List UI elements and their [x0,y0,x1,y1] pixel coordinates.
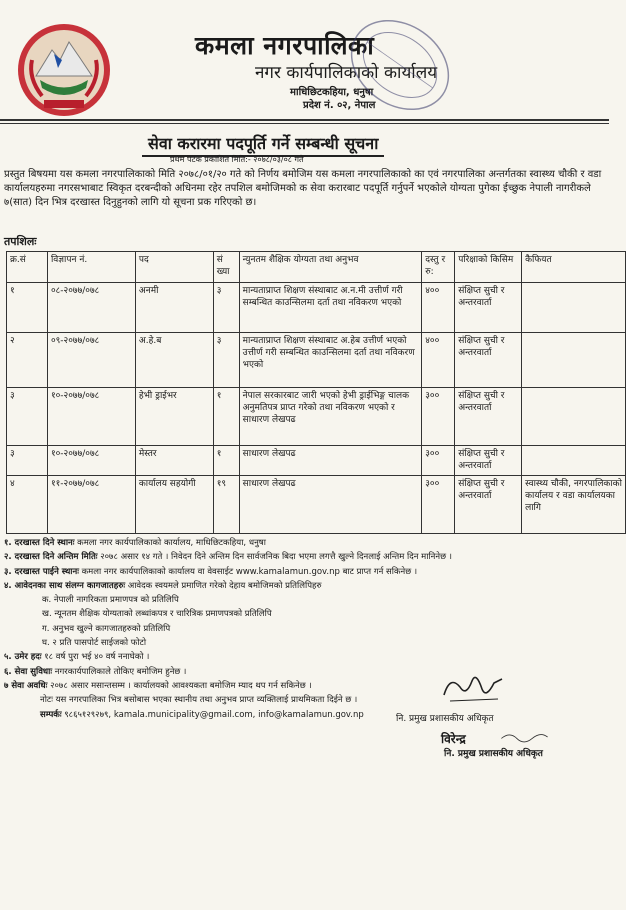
table-header-row [7,252,626,283]
cell-qualification: साधारण लेखपढ [239,446,422,476]
cell-exam-type: संक्षिप्त सुची र अन्तरवार्ता [455,388,522,446]
term-item: ७ सेवा अवधिः २०७८ असार मसान्तसम्म । कार्यालयको आवश्यकता बमोजिम म्याद थप गर्न सकिनेछ । [4,680,312,691]
cell-serial: २ [7,333,48,388]
cell-qualification: मान्यताप्राप्त शिक्षण संस्थाबाट अ.न.मी उत्तीर्ण गरी सम्बन्धित काउन्सिलमा दर्ता तथा नविकरण भएको [239,283,422,333]
cell-remarks [522,446,626,476]
contact-line: सम्पर्कः ९८६५१२९२७९, kamala.municipality@gmail.com, info@kamalamun.gov.np [40,709,364,720]
document-item: ख. न्यूनतम शैक्षिक योग्यताको लब्धांकपत्र र चारित्रिक प्रमाणपत्रको प्रतिलिपि [42,609,272,620]
cell-count: १९ [213,476,239,534]
col-count: सं ख्या [213,252,239,283]
term-item: २. दरखास्त दिने अन्तिम मितिः २०७८ असार १४ गते । निवेदन दिने अन्तिम दिन सार्वजनिक बिदा भएमा लगत्तै खुल्ने दिनलाई अन्तिम दिन मानिनेछ । [4,552,452,563]
office-address: माधिछिटकहिया, धनुषा [290,87,374,98]
cell-ad-number: १०-२०७७/०७८ [47,446,135,476]
document-item: घ. २ प्रति पासपोर्ट साईजको फोटो [42,638,147,649]
cell-remarks [522,283,626,333]
table-row [7,476,626,534]
cell-count: ३ [213,283,239,333]
cell-exam-type: संक्षिप्त सुची र अन्तरवार्ता [455,283,522,333]
cell-serial: १ [7,283,48,333]
table-row [7,446,626,476]
col-remarks: कैफियत [522,252,626,283]
cell-ad-number: ११-२०७७/०७८ [47,476,135,534]
cell-count: १ [213,446,239,476]
signature-scribble [500,727,570,747]
cell-post: अनमी [135,283,213,333]
office-name: नगर कार्यपालिकाको कार्यालय [255,63,438,83]
cell-fee: ४०० [422,283,455,333]
office-province: प्रदेश नं. ०२, नेपाल [303,100,376,111]
cell-post: मेस्तर [135,446,213,476]
cell-fee: ३०० [422,476,455,534]
cell-ad-number: ०९-२०७७/०७८ [47,333,135,388]
col-ad-number: विज्ञापन नं. [47,252,135,283]
table-row [7,388,626,446]
document-item: क. नेपाली नागरिकता प्रमाणपत्र को प्रतिलिपि [42,595,179,606]
cell-post: हेभी ड्राईभर [135,388,213,446]
cell-remarks [522,388,626,446]
col-post: पद [135,252,213,283]
term-item: ४. आवेदनका साथ संलग्न कागजातहरुः आवेदक स्वयमले प्रमाणित गरेको देहाय बमोजिमको प्रतिलिपिहरु [4,580,322,591]
details-heading: तपशिलः [4,235,37,248]
cell-serial: ३ [7,388,48,446]
cell-qualification: मान्यताप्राप्त शिक्षण संस्थाबाट अ.हेब उत्तीर्ण भएको उत्तीर्ण गरी सम्बन्धित काउन्सिलमा दर्ता तथा नविकरण भएको [239,333,422,388]
office-seal [340,5,460,125]
cell-post: कार्यालय सहयोगी [135,476,213,534]
cell-ad-number: १०-२०७७/०७८ [47,388,135,446]
cell-exam-type: संक्षिप्त सुची र अन्तरवार्ता [455,446,522,476]
term-item: ६. सेवा सुविधाः नगरकार्यपालिकाले तोकिए बमोजिम हुनेछ । [4,666,187,677]
header-divider-thin [0,123,609,124]
cell-remarks: स्वास्थ्य चौकी, नगरपालिकाको कार्यालय र वडा कार्यालयका लागि [522,476,626,534]
nepal-emblem-icon [14,20,114,120]
table-row [7,333,626,388]
cell-exam-type: संक्षिप्त सुची र अन्तरवार्ता [455,476,522,534]
vacancy-table [6,251,626,534]
cell-serial: ३ [7,446,48,476]
officer-name: विरेन्द्र [441,732,466,746]
org-name: कमला नगरपालिका [195,31,375,60]
cell-qualification: साधारण लेखपढ [239,476,422,534]
cell-fee: ३०० [422,388,455,446]
cell-count: १ [213,388,239,446]
signature [440,665,510,710]
term-item: ३. दरखास्त पाईने स्थानः कमला नगर कार्यपालिकाको कार्यालय वा वेवसाईट www.kamalamun.gov.np बाट प्राप्त गर्न सकिनेछ । [4,566,418,577]
table-row [7,283,626,333]
col-qualification: न्युनतम शैक्षिक योग्यता तथा अनुभव [239,252,422,283]
col-serial: क्र.सं [7,252,48,283]
cell-ad-number: ०८-२०७७/०७८ [47,283,135,333]
col-exam-type: परिक्षाको किसिम [455,252,522,283]
cell-qualification: नेपाल सरकारबाट जारी भएको हेभी ड्राईभिङ्ग चालक अनुमतिपत्र प्राप्त गरेको तथा नविकरण भएको र साधारण लेखपढ [239,388,422,446]
header-divider [0,119,609,121]
cell-remarks [522,333,626,388]
term-item: ५. उमेर हदः १८ वर्ष पुरा भई ४० वर्ष ननाघेको । [4,652,150,663]
term-item: १. दरखास्त दिने स्थानः कमला नगर कार्यपालिकाको कार्यालय, माधिछिटकहिया, धनुषा [4,538,266,548]
intro-paragraph: प्रस्तुत बिषयमा यस कमला नगरपालिकाको मिति २०७८/०१/२० गते को निर्णय बमोजिम यस कमला नगरपालिकाको का एवं नगरपालिका अन्तर्गतका स्वास्थ्य चौकी र वडा कार्यालयहरुमा नगरसभाबाट स्विकृत दरबन्दीको अधिनमा रहेर तपशिल बमोजिमको क सेवा करारबाट पदपूर्ति गर्नुपर्ने भएकोले योग्यता पुगेका ईच्छुक नेपाली नागरीकले ७(सात) दिन भित्र दरखास्त दिनुहुनको लागि यो सूचना प्रक गरिएको छ। [4,169,602,208]
cell-count: ३ [213,333,239,388]
cell-fee: ३०० [422,446,455,476]
priority-note: नोटः यस नगरपालिका भित्र बसोबास भएका स्थानीय तथा अनुभव प्राप्त व्यक्तिलाई प्राथमिकता दिईने छ । [40,695,358,706]
cell-serial: ४ [7,476,48,534]
cell-post: अ.हे.ब [135,333,213,388]
officer-title: नि. प्रमुख प्रशासकीय अधिकृत [396,714,494,724]
cell-exam-type: संक्षिप्त सुची र अन्तरवार्ता [455,333,522,388]
notice-title: सेवा करारमा पदपूर्ति गर्ने सम्बन्धी सूचना [142,131,384,157]
cell-fee: ४०० [422,333,455,388]
col-fee: दस्तु र रु: [422,252,455,283]
publication-date: प्रथम पटक प्रकाशित मिति:- २०७८/०३/०८ गते [170,155,304,164]
terms-list [4,536,604,722]
document-item: ग. अनुभव खुल्ने कागजातहरुको प्रतिलिपि [42,623,171,634]
officer-designation: नि. प्रमुख प्रशासकीय अधिकृत [444,749,543,759]
